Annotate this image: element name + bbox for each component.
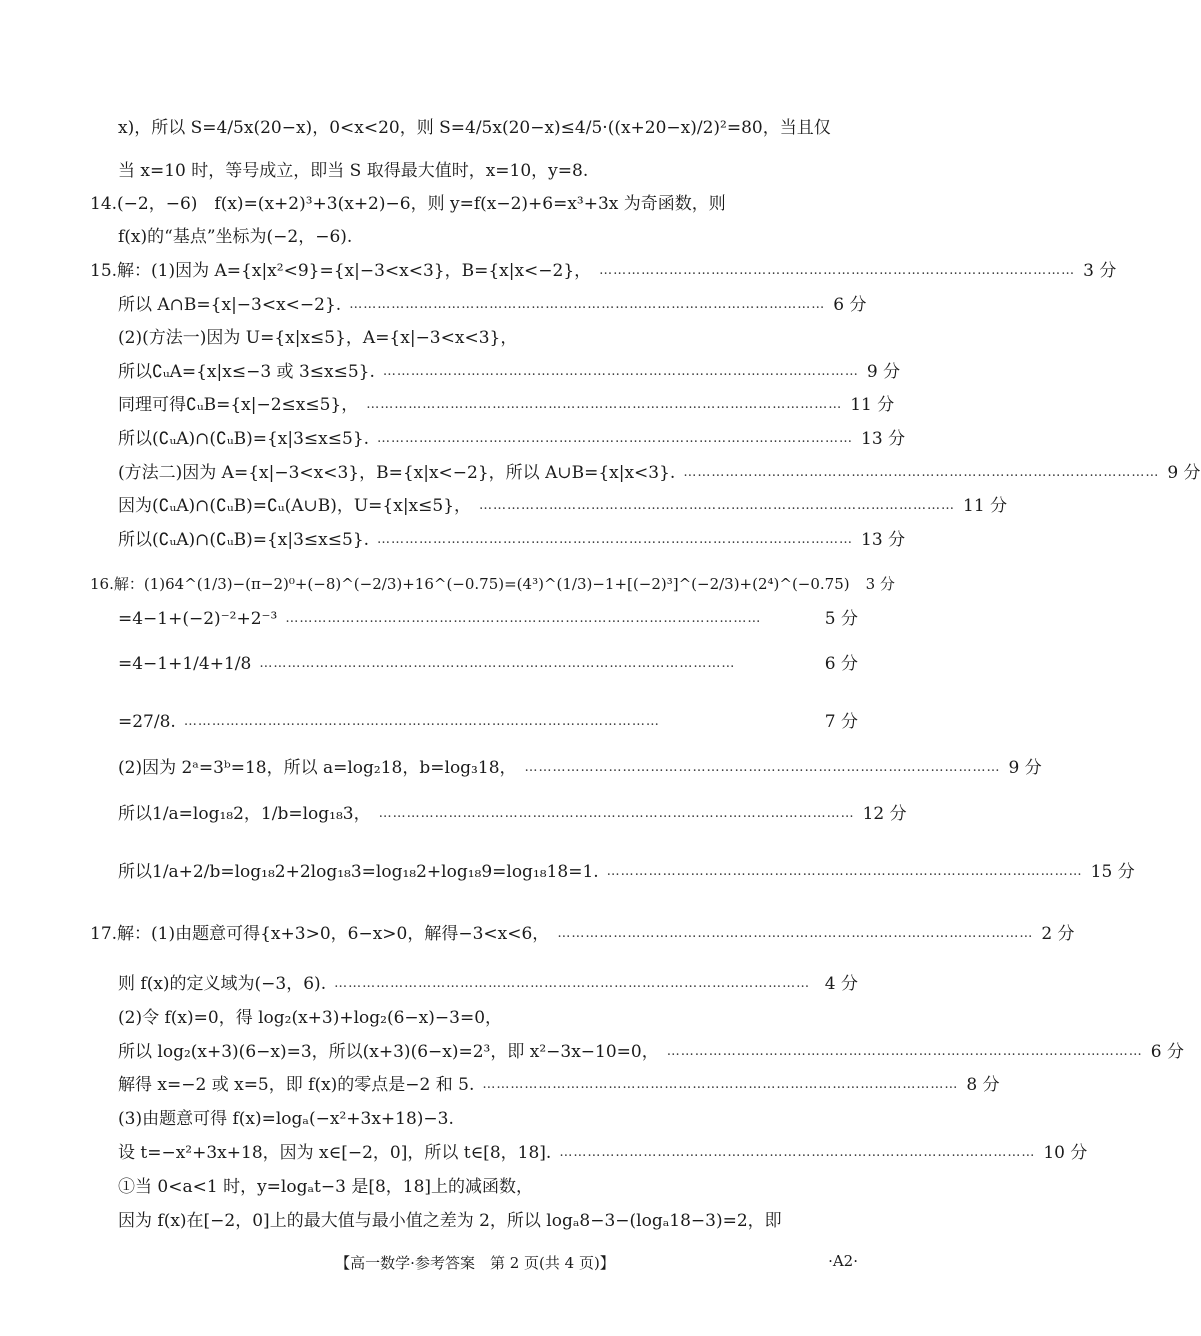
text-line: (2)令 f(x)=0，得 log₂(x+3)+log₂(6−x)−3=0， — [118, 1008, 503, 1028]
scored-line: (2)因为 2ᵃ=3ᵇ=18，所以 a=log₂18，b=log₃18， ………………………………………………………………………………………… 9 分 — [118, 758, 1042, 778]
scored-line: 所以(∁ᵤA)∩(∁ᵤB)={x|3≤x≤5}. ………………………………………………………………………………………… 13 分 — [118, 530, 906, 550]
score-label: 13 分 — [861, 429, 906, 449]
scored-line: 所以 log₂(x+3)(6−x)=3，所以(x+3)(6−x)=2³，即 x²−3x−10=0， ………………………………………………………………………………………… 6 分 — [118, 1042, 1184, 1062]
text-line: x)，所以 S=4/5x(20−x)，0<x<20，则 S=4/5x(20−x)≤4/5·((x+20−x)/2)²=80，当且仅 — [118, 118, 831, 138]
score-label: 9 分 — [1167, 463, 1201, 483]
text-line: 因为 f(x)在[−2，0]上的最大值与最小值之差为 2，所以 logₐ8−3−(logₐ18−3)=2，即 — [118, 1211, 782, 1231]
scored-line: 同理可得∁ᵤB={x|−2≤x≤5}， ………………………………………………………………………………………… 11 分 — [118, 395, 895, 415]
scored-line: =27/8. ………………………………………………………………………………………… 7 分 — [118, 712, 858, 732]
scored-line: 16.解：(1)64^(1/3)−(π−2)⁰+(−8)^(−2/3)+16^(−0.75)=(4³)^(1/3)−1+[(−2)³]^(−2/3)+(2⁴)^(−0.75) 3 分 — [90, 575, 895, 593]
score-label: 9 分 — [1008, 758, 1042, 778]
scored-line: =4−1+1/4+1/8 ………………………………………………………………………………………… 6 分 — [118, 654, 858, 674]
scored-line: 所以∁ᵤA={x|x≤−3 或 3≤x≤5}. ………………………………………………………………………………………… 9 分 — [118, 362, 901, 382]
scored-line: 所以1/a+2/b=log₁₈2+2log₁₈3=log₁₈2+log₁₈9=log₁₈18=1. ………………………………………………………………………………………… 15 分 — [118, 862, 1135, 882]
score-label: 6 分 — [833, 295, 867, 315]
text-line: 14.(−2，−6) f(x)=(x+2)³+3(x+2)−6，则 y=f(x−2)+6=x³+3x 为奇函数，则 — [90, 194, 726, 214]
score-label: 9 分 — [866, 362, 901, 382]
scored-line: 设 t=−x²+3x+18，因为 x∈[−2，0]，所以 t∈[8，18]. ………………………………………………………………………………………… 10 分 — [118, 1143, 1088, 1163]
score-label: 6 分 — [1150, 1042, 1184, 1062]
scored-line: 所以(∁ᵤA)∩(∁ᵤB)={x|3≤x≤5}. ………………………………………………………………………………………… 13 分 — [118, 429, 906, 449]
scored-line: 15.解：(1)因为 A={x|x²<9}={x|−3<x<3}，B={x|x<−2}， ………………………………………………………………………………………… 3 分 — [90, 261, 1117, 281]
score-label: 7 分 — [824, 712, 858, 732]
page-footer: 【高一数学·参考答案 第 2 页(共 4 页)】 — [335, 1254, 615, 1272]
score-label: 8 分 — [966, 1075, 1000, 1095]
scored-line: 则 f(x)的定义域为(−3，6). ………………………………………………………………………………………… 4 分 — [118, 974, 858, 994]
scored-line: 解得 x=−2 或 x=5，即 f(x)的零点是−2 和 5. ………………………………………………………………………………………… 8 分 — [118, 1075, 1000, 1095]
score-label: 13 分 — [861, 530, 906, 550]
text-line: ①当 0<a<1 时，y=logₐt−3 是[8，18]上的减函数， — [118, 1177, 534, 1197]
score-label: 10 分 — [1043, 1143, 1088, 1163]
scored-line: 所以1/a=log₁₈2，1/b=log₁₈3， ………………………………………………………………………………………… 12 分 — [118, 804, 907, 824]
score-label: 6 分 — [824, 654, 858, 674]
page-number: ·A2· — [828, 1252, 858, 1270]
text-line: (2)(方法一)因为 U={x|x≤5}，A={x|−3<x<3}， — [118, 328, 518, 348]
scored-line: 所以 A∩B={x|−3<x<−2}. ………………………………………………………………………………………… 6 分 — [118, 295, 867, 315]
scored-line: (方法二)因为 A={x|−3<x<3}，B={x|x<−2}，所以 A∪B={x|x<3}. ………………………………………………………………………………………… 9 分 — [118, 463, 1201, 483]
text-line: (3)由题意可得 f(x)=logₐ(−x²+3x+18)−3. — [118, 1109, 454, 1129]
text-line: f(x)的“基点”坐标为(−2，−6). — [118, 227, 353, 247]
score-label: 11 分 — [963, 496, 1008, 516]
score-label: 12 分 — [862, 804, 907, 824]
scored-line: 17.解：(1)由题意可得{x+3>0，6−x>0，解得−3<x<6， ………………………………………………………………………………………… 2 分 — [90, 924, 1075, 944]
score-label: 11 分 — [850, 395, 895, 415]
text-line: 当 x=10 时，等号成立，即当 S 取得最大值时，x=10，y=8. — [118, 161, 589, 181]
score-label: 3 分 — [1083, 261, 1117, 281]
score-label: 4 分 — [824, 974, 858, 994]
scored-line: =4−1+(−2)⁻²+2⁻³ ………………………………………………………………………………………… 5 分 — [118, 609, 858, 629]
score-label: 5 分 — [824, 609, 858, 629]
score-label: 15 分 — [1090, 862, 1135, 882]
scored-line: 因为(∁ᵤA)∩(∁ᵤB)=∁ᵤ(A∪B)，U={x|x≤5}， ………………………………………………………………………………………… 11 分 — [118, 496, 1008, 516]
score-label: 3 分 — [865, 575, 895, 593]
score-label: 2 分 — [1041, 924, 1075, 944]
